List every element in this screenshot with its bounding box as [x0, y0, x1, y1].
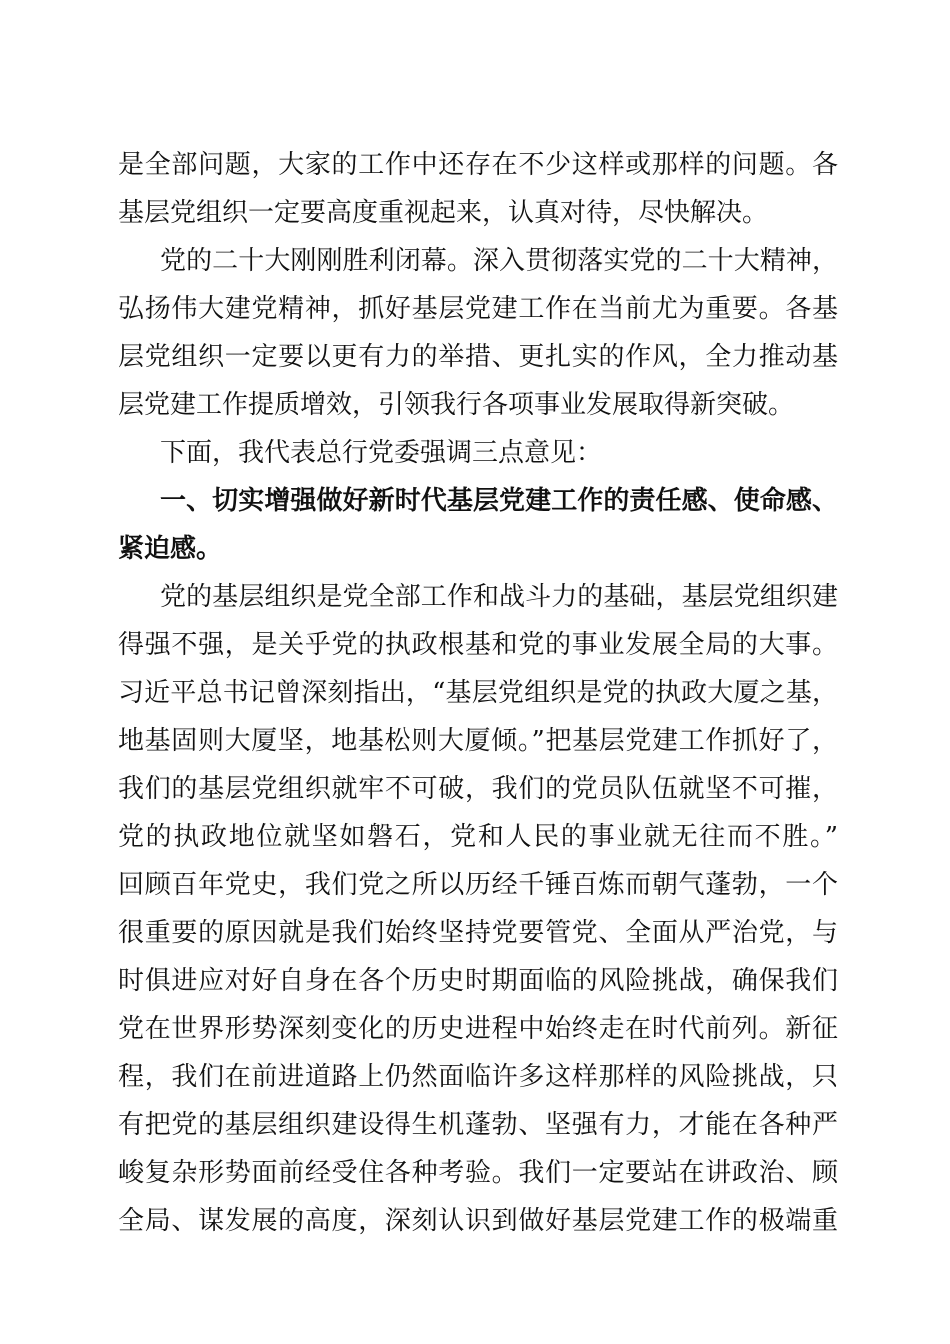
text-line-5: 层党组织一定要以更有力的举措、更扎实的作风，全力推动基 — [118, 342, 838, 372]
text-line-6: 层党建工作提质增效，引领我行各项事业发展取得新突破。 — [118, 390, 795, 420]
text-line-17: 很重要的原因就是我们始终坚持党要管党、全面从严治党，与 — [118, 918, 838, 948]
text-line-23: 全局、谋发展的高度，深刻认识到做好基层党建工作的极端重 — [118, 1206, 838, 1236]
text-line-19: 党在世界形势深刻变化的历史进程中始终走在时代前列。新征 — [118, 1014, 838, 1044]
text-line-15: 党的执政地位就坚如磐石，党和人民的事业就无往而不胜。” — [118, 822, 838, 852]
text-line-2: 基层党组织一定要高度重视起来，认真对待，尽快解决。 — [118, 198, 769, 228]
text-line-4: 弘扬伟大建党精神，抓好基层党建工作在当前尤为重要。各基 — [118, 294, 838, 324]
text-line-1: 是全部问题，大家的工作中还存在不少这样或那样的问题。各 — [118, 150, 838, 180]
text-line-11: 得强不强，是关乎党的执政根基和党的事业发展全局的大事。 — [118, 630, 838, 660]
text-line-18: 时俱进应对好自身在各个历史时期面临的风险挑战，确保我们 — [118, 966, 838, 996]
section-heading-line-2: 紧迫感。 — [118, 534, 223, 564]
text-line-20: 程，我们在前进道路上仍然面临许多这样那样的风险挑战，只 — [118, 1062, 838, 1092]
text-line-10: 党的基层组织是党全部工作和战斗力的基础，基层党组织建 — [160, 582, 838, 612]
section-heading-line-1: 一、切实增强做好新时代基层党建工作的责任感、使命感、 — [160, 486, 838, 516]
text-line-3: 党的二十大刚刚胜利闭幕。深入贯彻落实党的二十大精神， — [160, 246, 838, 276]
text-line-12: 习近平总书记曾深刻指出，“基层党组织是党的执政大厦之基， — [118, 678, 838, 708]
text-line-22: 峻复杂形势面前经受住各种考验。我们一定要站在讲政治、顾 — [118, 1158, 838, 1188]
text-line-16: 回顾百年党史，我们党之所以历经千锤百炼而朝气蓬勃，一个 — [118, 870, 838, 900]
text-line-21: 有把党的基层组织建设得生机蓬勃、坚强有力，才能在各种严 — [118, 1110, 838, 1140]
text-line-7: 下面，我代表总行党委强调三点意见： — [160, 438, 603, 468]
text-line-14: 我们的基层党组织就牢不可破，我们的党员队伍就坚不可摧， — [118, 774, 838, 804]
text-line-13: 地基固则大厦坚，地基松则大厦倾。”把基层党建工作抓好了， — [118, 726, 838, 756]
